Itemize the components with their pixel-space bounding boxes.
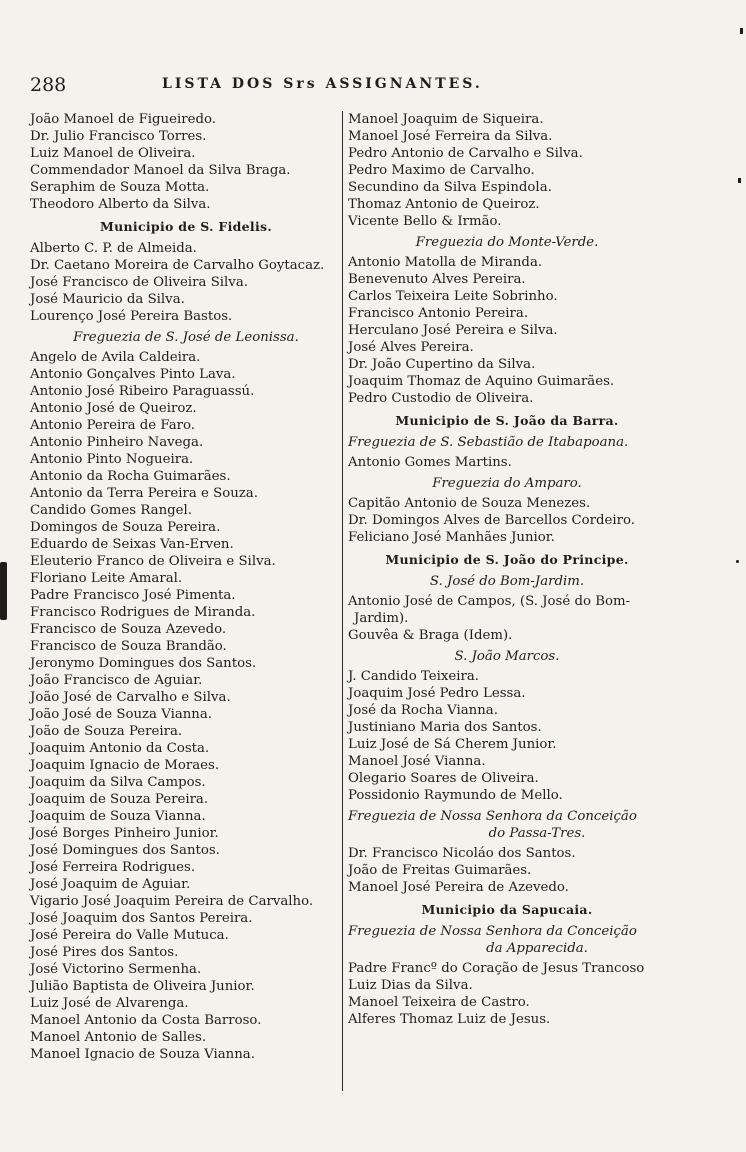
list-item: Joaquim de Souza Pereira. xyxy=(30,792,209,807)
section-subheading: Freguezia de Nossa Senhora da Conceição xyxy=(348,924,637,939)
name-list xyxy=(348,111,666,230)
list-item: Lourenço José Pereira Bastos. xyxy=(30,309,233,324)
list-item: Antonio Pinheiro Navega. xyxy=(30,435,204,450)
list-item: Padre Francisco José Pimenta. xyxy=(30,588,236,603)
section-subheading: Freguezia do Amparo. xyxy=(432,476,582,491)
name-list xyxy=(30,111,342,213)
list-item: Joaquim Antonio da Costa. xyxy=(30,741,210,756)
section-heading: Municipio de S. João do Principe. xyxy=(385,552,629,567)
list-item: Benevenuto Alves Pereira. xyxy=(348,272,526,287)
name-list xyxy=(348,254,666,407)
list-item: Francisco Rodrigues de Miranda. xyxy=(30,605,256,620)
right-column xyxy=(348,111,666,1028)
list-item: Seraphim de Souza Motta. xyxy=(30,180,210,195)
margin-speck xyxy=(736,560,739,563)
list-item: Secundino da Silva Espindola. xyxy=(348,180,552,195)
list-item: Herculano José Pereira e Silva. xyxy=(348,323,558,338)
list-item: Eduardo de Seixas Van-Erven. xyxy=(30,537,234,552)
margin-speck xyxy=(740,28,743,34)
list-item: José Pires dos Santos. xyxy=(30,945,179,960)
list-item: Francisco de Souza Azevedo. xyxy=(30,622,227,637)
section-subheading-continuation: do Passa-Tres. xyxy=(488,826,586,841)
list-item: João José de Carvalho e Silva. xyxy=(30,690,231,705)
name-list xyxy=(30,349,342,1063)
list-item: José Ferreira Rodrigues. xyxy=(30,860,196,875)
name-list xyxy=(348,668,666,804)
list-item: João de Freitas Guimarães. xyxy=(348,863,532,878)
list-item: Joaquim José Pedro Lessa. xyxy=(348,686,526,701)
list-item: J. Candido Teixeira. xyxy=(348,669,480,684)
list-item: Manoel José Ferreira da Silva. xyxy=(348,129,553,144)
list-item: Commendador Manoel da Silva Braga. xyxy=(30,163,291,178)
list-item: Vicente Bello & Irmão. xyxy=(348,214,502,229)
margin-speck xyxy=(738,178,741,183)
list-item: Joaquim de Souza Vianna. xyxy=(30,809,206,824)
list-item: José Victorino Sermenha. xyxy=(30,962,202,977)
list-item: Gouvêa & Braga (Idem). xyxy=(348,628,513,643)
list-item: Dr. João Cupertino da Silva. xyxy=(348,357,536,372)
list-item: Domingos de Souza Pereira. xyxy=(30,520,221,535)
column-divider xyxy=(342,111,343,1091)
list-item: Padre Francº do Coração de Jesus Trancoso xyxy=(348,961,645,976)
list-item: Antonio Pereira de Faro. xyxy=(30,418,195,433)
left-column xyxy=(30,111,342,1063)
list-item: Luiz Manoel de Oliveira. xyxy=(30,146,196,161)
list-item: Luiz José de Sá Cherem Junior. xyxy=(348,737,557,752)
list-item: Olegario Soares de Oliveira. xyxy=(348,771,539,786)
list-item: Antonio Matolla de Miranda. xyxy=(348,255,543,270)
list-item: Possidonio Raymundo de Mello. xyxy=(348,788,563,803)
list-item: Antonio Gomes Martins. xyxy=(348,455,512,470)
list-item: Antonio da Terra Pereira e Souza. xyxy=(30,486,258,501)
list-item: Julião Baptista de Oliveira Junior. xyxy=(30,979,255,994)
list-item: Francisco Antonio Pereira. xyxy=(348,306,529,321)
section-subheading: Freguezia de Nossa Senhora da Conceição xyxy=(348,809,637,824)
list-item: Angelo de Avila Caldeira. xyxy=(30,350,201,365)
list-item: José da Rocha Vianna. xyxy=(348,703,498,718)
name-list xyxy=(348,454,666,471)
list-item: Pedro Maximo de Carvalho. xyxy=(348,163,535,178)
list-item: José Francisco de Oliveira Silva. xyxy=(30,275,248,290)
list-item-continuation: Jardim). xyxy=(354,611,409,626)
name-list xyxy=(348,845,666,896)
list-item: Manoel José Pereira de Azevedo. xyxy=(348,880,569,895)
list-item: Carlos Teixeira Leite Sobrinho. xyxy=(348,289,558,304)
list-item: Luiz José de Alvarenga. xyxy=(30,996,189,1011)
list-item: José Joaquim dos Santos Pereira. xyxy=(30,911,253,926)
name-list xyxy=(348,495,666,546)
section-subheading: Freguezia do Monte-Verde. xyxy=(415,235,599,250)
list-item: Alferes Thomaz Luiz de Jesus. xyxy=(348,1012,551,1027)
list-item: Feliciano José Manhães Junior. xyxy=(348,530,555,545)
list-item: Luiz Dias da Silva. xyxy=(348,978,473,993)
list-item: Manoel Antonio da Costa Barroso. xyxy=(30,1013,262,1028)
section-heading: Municipio de S. João da Barra. xyxy=(395,413,619,428)
list-item: José Alves Pereira. xyxy=(348,340,474,355)
list-item: Pedro Antonio de Carvalho e Silva. xyxy=(348,146,583,161)
section-subheading: Freguezia de S. José de Leonissa. xyxy=(73,330,299,345)
list-item: Antonio José de Queiroz. xyxy=(30,401,197,416)
running-title: LISTA DOS Srs ASSIGNANTES. xyxy=(162,76,483,92)
list-item: Manoel Ignacio de Souza Vianna. xyxy=(30,1047,255,1062)
list-item: João de Souza Pereira. xyxy=(30,724,183,739)
list-item: Dr. Domingos Alves de Barcellos Cordeiro. xyxy=(348,513,636,528)
list-item: Joaquim Ignacio de Moraes. xyxy=(30,758,220,773)
list-item: Justiniano Maria dos Santos. xyxy=(348,720,542,735)
list-item: Antonio José Ribeiro Paraguassú. xyxy=(30,384,255,399)
page-edge-mark xyxy=(0,562,7,620)
list-item: Vigario José Joaquim Pereira de Carvalho. xyxy=(30,894,314,909)
list-item: Eleuterio Franco de Oliveira e Silva. xyxy=(30,554,276,569)
list-item: João Manoel de Figueiredo. xyxy=(30,112,216,127)
list-item: José Borges Pinheiro Junior. xyxy=(30,826,219,841)
list-item: José Pereira do Valle Mutuca. xyxy=(30,928,229,943)
section-subheading: S. José do Bom-Jardim. xyxy=(429,574,585,589)
list-item: Joaquim da Silva Campos. xyxy=(30,775,206,790)
list-item: Joaquim Thomaz de Aquino Guimarães. xyxy=(348,374,615,389)
name-list xyxy=(30,240,342,325)
list-item: João José de Souza Vianna. xyxy=(30,707,213,722)
list-item: João Francisco de Aguiar. xyxy=(30,673,203,688)
list-item: Pedro Custodio de Oliveira. xyxy=(348,391,534,406)
list-item: Francisco de Souza Brandão. xyxy=(30,639,227,654)
list-item: Capitão Antonio de Souza Menezes. xyxy=(348,496,591,511)
list-item: Manoel Antonio de Salles. xyxy=(30,1030,207,1045)
list-item: Alberto C. P. de Almeida. xyxy=(30,241,197,256)
section-subheading: S. João Marcos. xyxy=(454,649,560,664)
section-subheading: Freguezia de S. Sebastião de Itabapoana. xyxy=(348,435,629,450)
page-number: 288 xyxy=(30,74,67,96)
name-list xyxy=(348,960,666,1028)
list-item: José Domingues dos Santos. xyxy=(30,843,220,858)
list-item: Jeronymo Domingues dos Santos. xyxy=(30,656,257,671)
section-subheading-continuation: da Apparecida. xyxy=(486,941,588,956)
list-item: Antonio José de Campos, (S. José do Bom- xyxy=(348,594,631,609)
list-item: Dr. Caetano Moreira de Carvalho Goytacaz. xyxy=(30,258,325,273)
list-item: José Joaquim de Aguiar. xyxy=(30,877,191,892)
section-heading: Municipio da Sapucaia. xyxy=(421,902,593,917)
list-item: Candido Gomes Rangel. xyxy=(30,503,192,518)
section-heading: Municipio de S. Fidelis. xyxy=(99,219,273,234)
list-item: Theodoro Alberto da Silva. xyxy=(30,197,211,212)
list-item: Dr. Francisco Nicoláo dos Santos. xyxy=(348,846,576,861)
list-item: Dr. Julio Francisco Torres. xyxy=(30,129,207,144)
page-header xyxy=(30,74,660,96)
list-item: Antonio Gonçalves Pinto Lava. xyxy=(30,367,236,382)
list-item: Thomaz Antonio de Queiroz. xyxy=(348,197,540,212)
list-item: Antonio da Rocha Guimarães. xyxy=(30,469,231,484)
list-item: Manoel José Vianna. xyxy=(348,754,486,769)
list-item: José Mauricio da Silva. xyxy=(30,292,185,307)
list-item: Manoel Teixeira de Castro. xyxy=(348,995,530,1010)
list-item: Manoel Joaquim de Siqueira. xyxy=(348,112,544,127)
list-item: Antonio Pinto Nogueira. xyxy=(30,452,194,467)
list-item: Floriano Leite Amaral. xyxy=(30,571,183,586)
